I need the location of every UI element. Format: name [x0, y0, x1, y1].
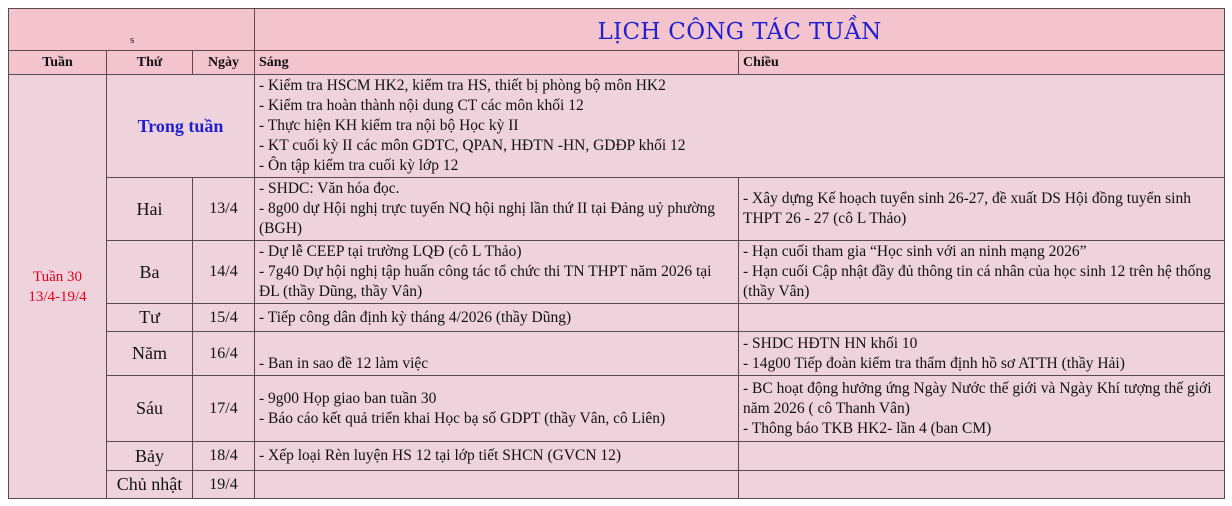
date-cell: 19/4: [193, 471, 255, 499]
morning-task: - 9g00 Họp giao ban tuần 30: [259, 389, 437, 407]
title-row: [9, 9, 1225, 51]
morning-cell: [255, 241, 739, 304]
morning-cell: [255, 178, 739, 241]
afternoon-task: - 14g00 Tiếp đoàn kiểm tra thẩm định hồ sơ ATTH (thầy Hải): [743, 354, 1125, 372]
afternoon-task: - BC hoạt động hưởng ứng Ngày Nước thế giới và Ngày Khí tượng thế giới năm 2026 ( cô Thanh Vân): [743, 379, 1212, 417]
day-row-tu: [9, 304, 1225, 332]
weekday-cell: Bảy: [107, 442, 193, 471]
afternoon-cell: [739, 241, 1225, 304]
weekday-cell: Ba: [107, 241, 193, 304]
in-week-task: - Kiểm tra hoàn thành nội dung CT các môn khối 12: [259, 97, 584, 114]
day-row-ba: [9, 241, 1225, 304]
morning-task: - Xếp loại Rèn luyện HS 12 tại lớp tiết SHCN (GVCN 12): [259, 447, 622, 464]
date-cell: 17/4: [193, 376, 255, 442]
in-week-task: - Kiểm tra HSCM HK2, kiểm tra HS, thiết bị phòng bộ môn HK2: [259, 77, 666, 94]
morning-task: - Báo cáo kết quả triển khai Học bạ số GDPT (thầy Vân, cô Liên): [259, 409, 666, 427]
in-week-task: - Thực hiện KH kiểm tra nội bộ Học kỳ II: [259, 117, 519, 134]
morning-cell: [255, 442, 739, 471]
in-week-task: - Ôn tập kiểm tra cuối kỳ lớp 12: [259, 157, 459, 174]
date-cell: 14/4: [193, 241, 255, 304]
afternoon-cell: [739, 304, 1225, 332]
title-cell: [255, 9, 1225, 51]
header-afternoon: Chiều: [739, 51, 1225, 75]
day-row-bay: [9, 442, 1225, 471]
afternoon-task: - Xây dựng Kế hoạch tuyển sinh 26-27, đề xuất DS Hội đồng tuyển sinh THPT 26 - 27 (cô L Thảo): [743, 190, 1191, 227]
week-range: 13/4-19/4: [28, 288, 87, 305]
weekday-cell: Năm: [107, 332, 193, 376]
afternoon-task: - SHDC HĐTN HN khối 10: [743, 334, 918, 352]
morning-cell: [255, 304, 739, 332]
morning-task: - 7g40 Dự hội nghị tập huấn công tác tổ chức thi TN THPT năm 2026 tại ĐL (thầy Dũng, thầy Vân): [259, 263, 712, 300]
weekly-schedule-table: [8, 8, 1225, 499]
header-week: Tuần: [9, 51, 107, 75]
afternoon-cell: [739, 471, 1225, 499]
weekday-cell: Sáu: [107, 376, 193, 442]
header-date: Ngày: [193, 51, 255, 75]
morning-cell: [255, 332, 739, 376]
afternoon-cell: [739, 442, 1225, 471]
page-title: LỊCH CÔNG TÁC TUẦN: [597, 18, 882, 45]
in-week-label: Trong tuần: [107, 75, 255, 178]
morning-cell: [255, 471, 739, 499]
afternoon-cell: [739, 178, 1225, 241]
morning-task: - Dự lễ CEEP tại trường LQĐ (cô L Thảo): [259, 243, 522, 260]
week-cell: [9, 75, 107, 499]
day-row-nam: [9, 332, 1225, 376]
afternoon-task: - Hạn cuối tham gia “Học sinh với an ninh mạng 2026”: [743, 243, 1087, 260]
weekday-cell: Tư: [107, 304, 193, 332]
date-cell: 16/4: [193, 332, 255, 376]
morning-task: - SHDC: Văn hóa đọc.: [259, 180, 400, 197]
header-row: [9, 51, 1225, 75]
weekday-cell: Chủ nhật: [107, 471, 193, 499]
afternoon-cell: [739, 376, 1225, 442]
day-row-hai: [9, 178, 1225, 241]
week-number: Tuần 30: [32, 268, 83, 285]
weekday-cell: Hai: [107, 178, 193, 241]
in-week-row: [9, 75, 1225, 178]
morning-task: - Ban in sao đề 12 làm việc: [259, 355, 429, 372]
afternoon-task: - Hạn cuối Cập nhật đầy đủ thông tin cá nhân của học sinh 12 trên hệ thống (thầy Vân): [743, 263, 1211, 300]
header-morning: Sáng: [255, 51, 739, 75]
stray-mark: s: [130, 34, 135, 46]
in-week-tasks: [255, 75, 1225, 178]
morning-cell: [255, 376, 739, 442]
afternoon-task: - Thông báo TKB HK2- lần 4 (ban CM): [743, 419, 992, 437]
date-cell: 13/4: [193, 178, 255, 241]
morning-task: - 8g00 dự Hội nghị trực tuyến NQ hội nghị lần thứ II tại Đảng uỷ phường (BGH): [259, 200, 715, 237]
day-row-sau: [9, 376, 1225, 442]
date-cell: 15/4: [193, 304, 255, 332]
morning-task: - Tiếp công dân định kỳ tháng 4/2026 (thầy Dũng): [259, 308, 572, 326]
header-weekday: Thứ: [107, 51, 193, 75]
day-row-chu-nhat: [9, 471, 1225, 499]
date-cell: 18/4: [193, 442, 255, 471]
in-week-task: - KT cuối kỳ II các môn GDTC, QPAN, HĐTN -HN, GDĐP khối 12: [259, 137, 686, 154]
afternoon-cell: [739, 332, 1225, 376]
